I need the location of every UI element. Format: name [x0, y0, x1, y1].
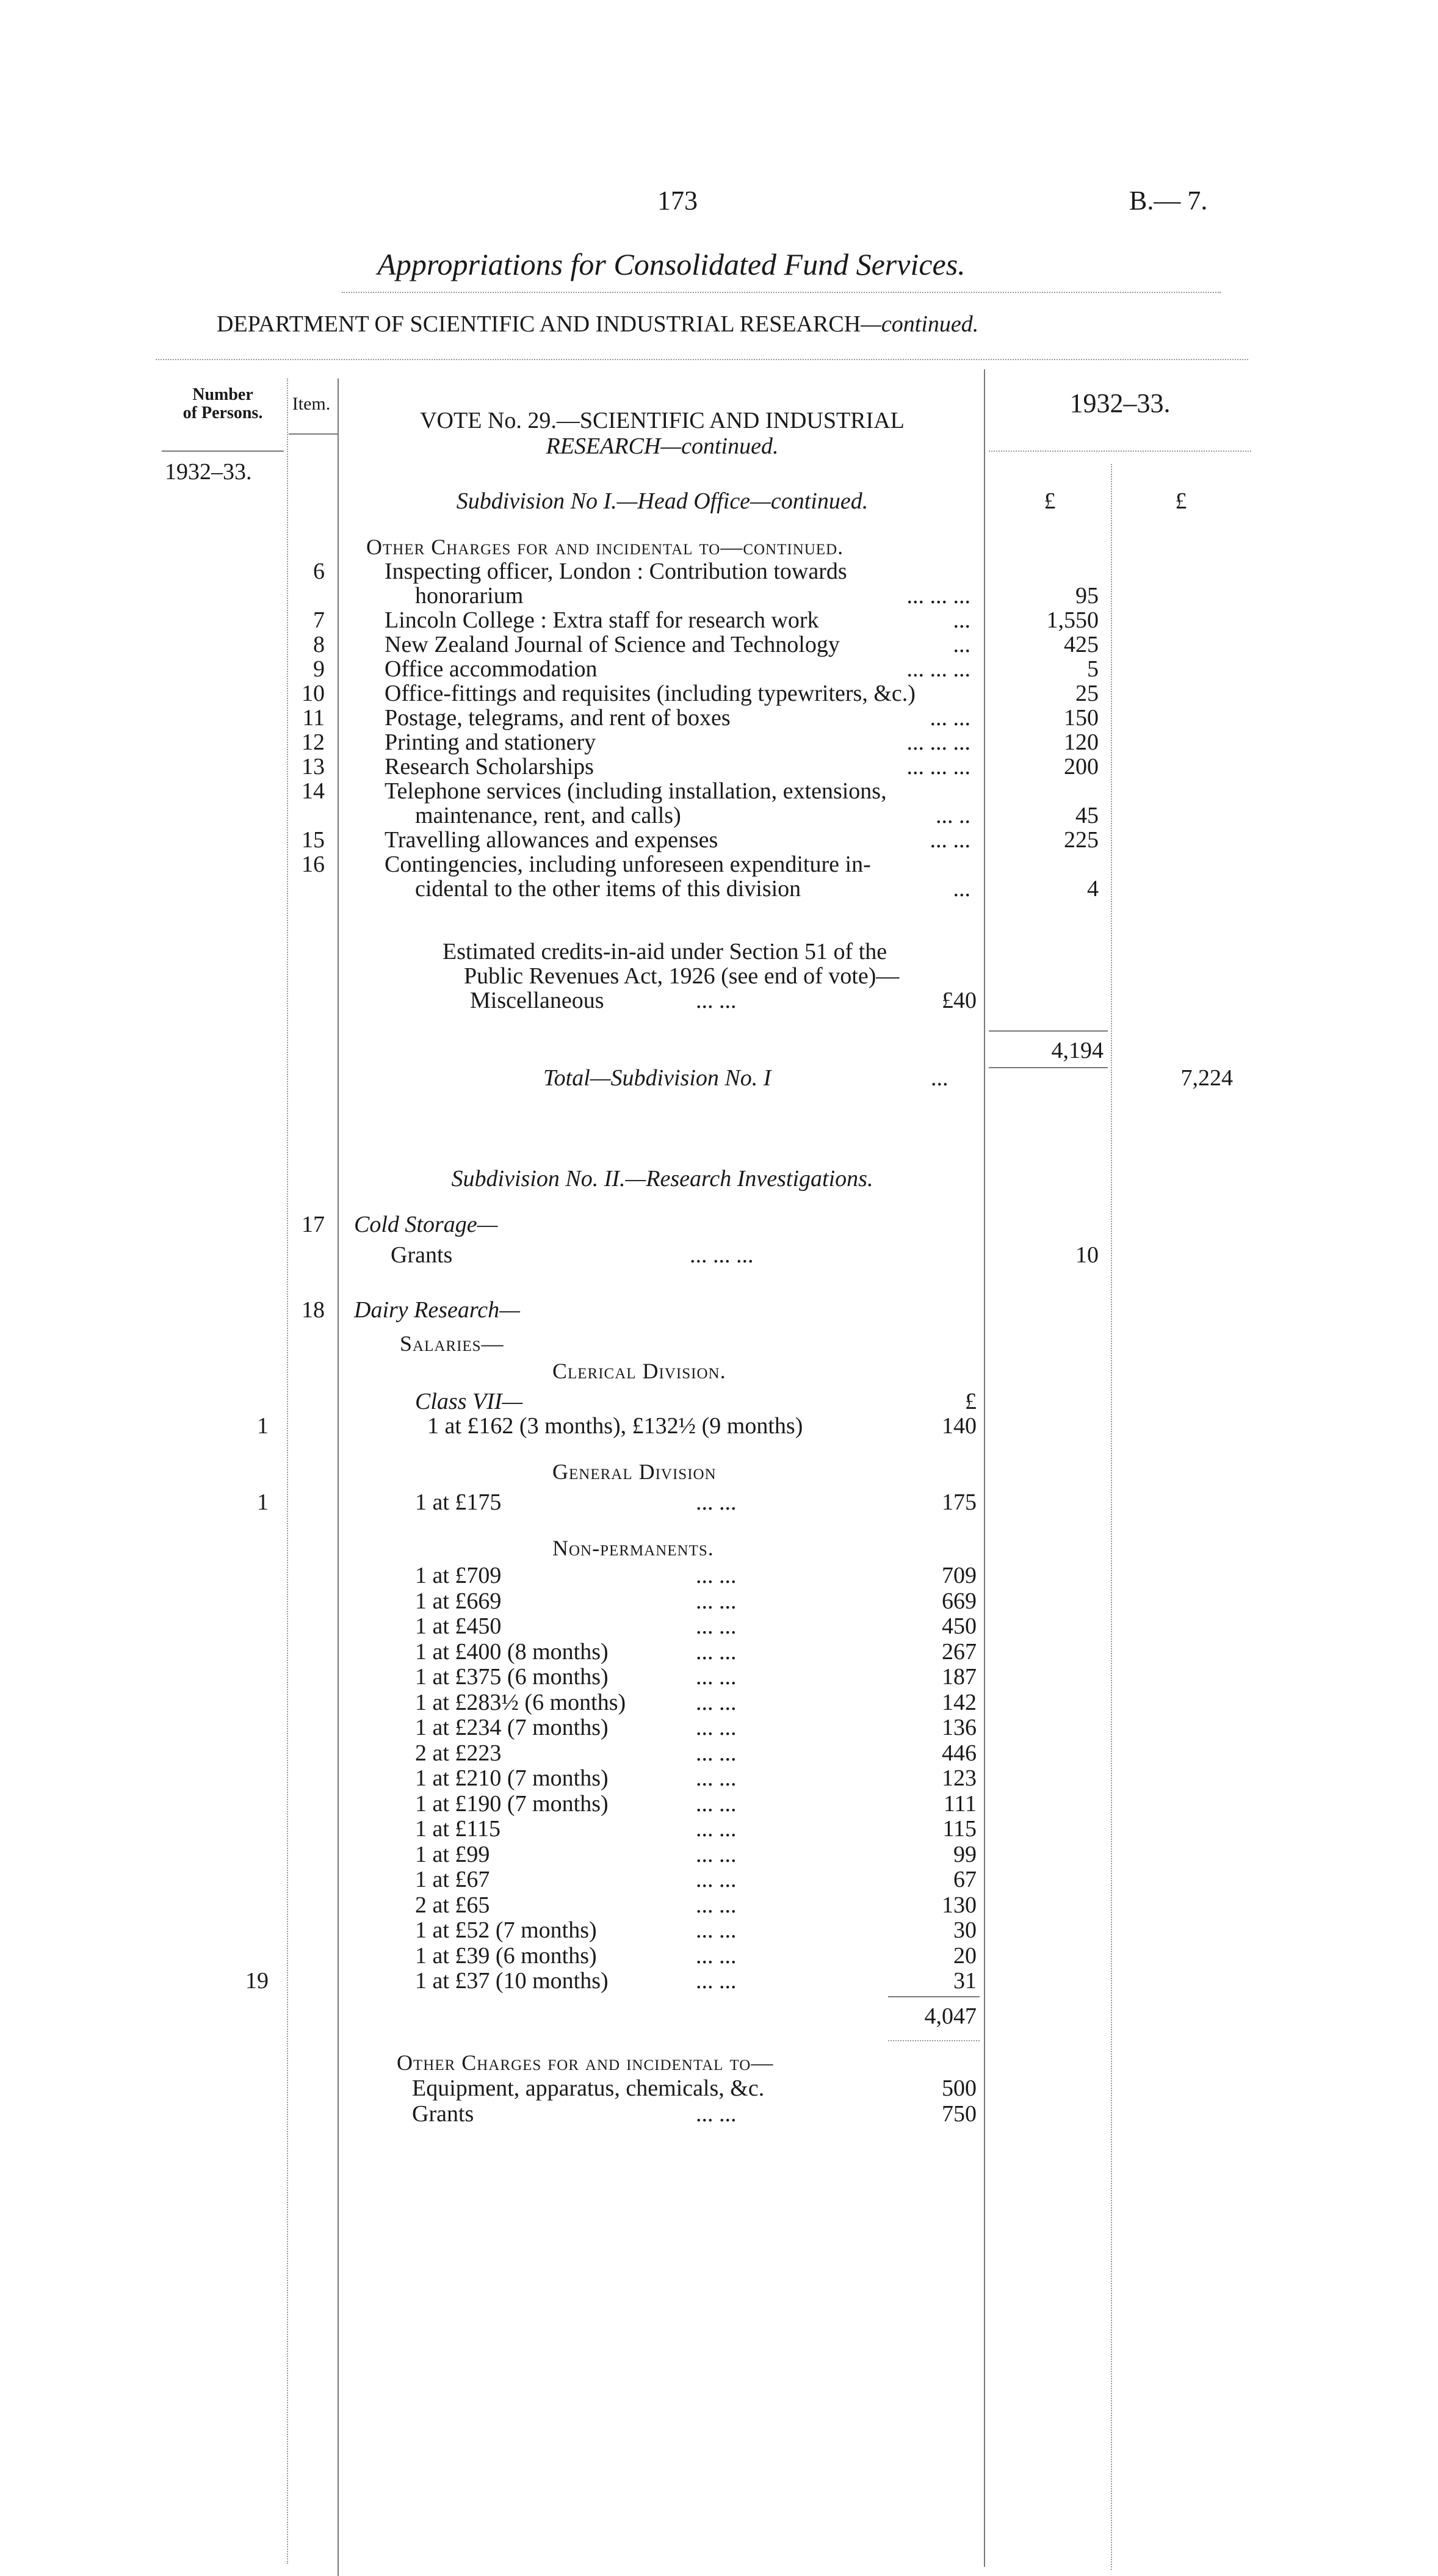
item-amount: 4 — [1087, 876, 1099, 902]
general-persons: 1 — [257, 1489, 269, 1515]
item-description: Postage, telegrams, and rent of boxes — [385, 705, 731, 731]
item-amount: 200 — [1064, 754, 1099, 780]
item-number-17: 17 — [302, 1212, 325, 1237]
item-description: Research Scholarships — [385, 754, 594, 780]
item-column-header: Item. — [292, 394, 331, 414]
vote-heading: VOTE No. 29.—SCIENTIFIC AND INDUSTRIAL RESEARCH—continued. — [420, 408, 905, 459]
non-permanent-line: 1 at £283½ (6 months) — [415, 1690, 626, 1715]
credits-amount: £40 — [942, 988, 977, 1013]
non-permanent-amount: 31 — [953, 1968, 977, 1994]
item-amount: 150 — [1064, 705, 1099, 731]
other-charges-heading: Other Charges for and incidental to—continued. — [366, 535, 844, 559]
dairy-research-title: Dairy Research— — [354, 1297, 520, 1323]
persons-column-header: Number of Persons. — [182, 385, 263, 422]
non-permanents-heading: Non-permanents. — [552, 1536, 714, 1560]
item-description: Lincoln College : Extra staff for research work — [385, 607, 819, 633]
item-description: Contingencies, including unforeseen expenditure in- — [385, 852, 871, 877]
item-leader-dots: ... .. — [936, 803, 970, 828]
cold-storage-grants: Grants — [391, 1242, 453, 1268]
item-number: 9 — [313, 656, 325, 682]
item-number: 8 — [313, 632, 325, 657]
other-charge-dots: ... ... — [696, 2101, 737, 2127]
page-title: Appropriations for Consolidated Fund Services. — [377, 247, 966, 281]
non-permanent-line: 1 at £709 — [415, 1563, 502, 1588]
item-description: Printing and stationery — [385, 729, 596, 755]
page-number: 173 — [657, 186, 698, 215]
department-heading: DEPARTMENT OF SCIENTIFIC AND INDUSTRIAL RESEARCH—continued. — [217, 311, 979, 337]
non-permanent-dots: ... ... — [696, 1690, 737, 1715]
item-leader-dots: ... ... — [930, 705, 970, 731]
non-permanent-dots: ... ... — [696, 1664, 737, 1690]
item-description: Travelling allowances and expenses — [385, 827, 718, 853]
pound-column-b: £ — [1175, 488, 1187, 514]
cold-storage-dots: ... ... ... — [690, 1242, 754, 1268]
credits-dots: ... ... — [696, 988, 737, 1013]
item-number: 13 — [302, 754, 325, 780]
credits-line-1: Estimated credits-in-aid under Section 51 of the — [443, 939, 887, 964]
non-permanent-dots: ... ... — [696, 1816, 737, 1842]
item-number: 15 — [302, 827, 325, 853]
credits-line-2: Public Revenues Act, 1926 (see end of vote)— — [464, 963, 900, 989]
subdivision-1-subtotal: 4,194 — [1051, 1038, 1104, 1063]
item-description-continued: cidental to the other items of this division — [415, 876, 801, 902]
salaries-heading: Salaries— — [400, 1331, 504, 1356]
item-description: Office accommodation — [385, 656, 598, 682]
non-permanent-line: 1 at £99 — [415, 1842, 490, 1867]
item-amount: 95 — [1075, 583, 1099, 609]
non-permanent-line: 1 at £375 (6 months) — [415, 1664, 609, 1690]
non-permanent-amount: 136 — [942, 1715, 977, 1740]
non-permanent-dots: ... ... — [696, 1563, 737, 1588]
total-dots: ... — [931, 1065, 948, 1091]
general-division-heading: General Division — [552, 1460, 717, 1484]
item-leader-dots: ... — [953, 632, 970, 657]
non-permanent-line: 1 at £67 — [415, 1867, 490, 1892]
item-leader-dots: ... ... ... — [906, 754, 970, 780]
year-persons-header: 1932–33. — [165, 459, 252, 485]
other-charges-heading-2: Other Charges for and incidental to— — [397, 2050, 774, 2075]
cold-storage-title: Cold Storage— — [354, 1212, 498, 1237]
general-dots: ... ... — [696, 1489, 737, 1515]
item-number: 12 — [302, 729, 325, 755]
document-code: B.— 7. — [1129, 186, 1208, 215]
non-permanent-dots: ... ... — [696, 1715, 737, 1740]
item-leader-dots: ... ... ... — [906, 656, 970, 682]
item-number: 14 — [302, 778, 325, 804]
non-permanent-line: 2 at £223 — [415, 1740, 502, 1766]
clerical-division-heading: Clerical Division. — [552, 1359, 726, 1383]
non-permanent-line: 1 at £450 — [415, 1613, 502, 1639]
subdivision-1-total: 7,224 — [1180, 1065, 1233, 1091]
item-number: 7 — [313, 607, 325, 633]
item-number: 16 — [302, 852, 325, 877]
non-permanent-dots: ... ... — [696, 1588, 737, 1614]
non-permanent-amount: 669 — [942, 1588, 977, 1614]
item-number-18: 18 — [302, 1297, 325, 1323]
item-leader-dots: ... ... ... — [906, 729, 970, 755]
total-subdivision-1-label: Total—Subdivision No. I — [543, 1065, 771, 1091]
non-permanent-dots: ... ... — [696, 1917, 737, 1943]
non-permanent-persons: 19 — [245, 1968, 269, 1994]
pound-column-a: £ — [1044, 488, 1056, 514]
non-permanent-dots: ... ... — [696, 1639, 737, 1665]
non-permanent-amount: 20 — [953, 1943, 977, 1969]
non-permanent-dots: ... ... — [696, 1613, 737, 1639]
non-permanent-line: 2 at £65 — [415, 1892, 490, 1918]
non-permanent-amount: 130 — [942, 1892, 977, 1918]
non-permanent-amount: 446 — [942, 1740, 977, 1766]
non-permanent-amount: 67 — [953, 1867, 977, 1892]
non-permanent-dots: ... ... — [696, 1791, 737, 1817]
item-description: Telephone services (including installation, extensions, — [385, 778, 887, 804]
non-permanent-dots: ... ... — [696, 1867, 737, 1892]
non-permanent-line: 1 at £37 (10 months) — [415, 1968, 609, 1994]
non-permanent-dots: ... ... — [696, 1765, 737, 1791]
non-permanent-amount: 142 — [942, 1690, 977, 1715]
non-permanent-line: 1 at £52 (7 months) — [415, 1917, 597, 1943]
cold-storage-amount: 10 — [1075, 1242, 1099, 1268]
item-leader-dots: ... — [953, 607, 970, 633]
non-permanent-amount: 99 — [953, 1842, 977, 1867]
year-column-header: 1932–33. — [1069, 388, 1171, 418]
non-permanent-line: 1 at £39 (6 months) — [415, 1943, 597, 1969]
other-charge-amount: 750 — [942, 2101, 977, 2127]
non-permanent-line: 1 at £234 (7 months) — [415, 1715, 609, 1740]
salaries-pound: £ — [965, 1389, 977, 1414]
clerical-persons: 1 — [257, 1413, 269, 1439]
credits-line-3: Miscellaneous — [470, 988, 604, 1013]
non-permanent-line: 1 at £210 (7 months) — [415, 1765, 609, 1791]
item-amount: 225 — [1064, 827, 1099, 853]
item-leader-dots: ... ... ... — [906, 583, 970, 609]
non-permanent-amount: 123 — [942, 1765, 977, 1791]
item-description: Inspecting officer, London : Contribution towards — [385, 559, 847, 584]
non-permanent-dots: ... ... — [696, 1943, 737, 1969]
item-amount: 120 — [1064, 729, 1099, 755]
non-permanent-dots: ... ... — [696, 1842, 737, 1867]
non-permanent-dots: ... ... — [696, 1968, 737, 1994]
non-permanent-amount: 187 — [942, 1664, 977, 1690]
general-amount: 175 — [942, 1489, 977, 1515]
non-permanent-line: 1 at £400 (8 months) — [415, 1639, 609, 1665]
non-permanent-amount: 115 — [942, 1816, 977, 1842]
item-description-continued: maintenance, rent, and calls) — [415, 803, 681, 828]
subdivision-2-heading: Subdivision No. II.—Research Investigations. — [451, 1166, 873, 1192]
other-charge-amount: 500 — [942, 2075, 977, 2101]
clerical-salary-line: 1 at £162 (3 months), £132½ (9 months) — [427, 1413, 803, 1439]
item-description: New Zealand Journal of Science and Technology — [385, 632, 840, 657]
item-number: 11 — [302, 705, 325, 731]
item-amount: 5 — [1087, 656, 1099, 682]
salaries-total: 4,047 — [924, 2003, 977, 2029]
non-permanent-amount: 30 — [953, 1917, 977, 1943]
non-permanent-amount: 450 — [942, 1613, 977, 1639]
non-permanent-line: 1 at £190 (7 months) — [415, 1791, 609, 1817]
clerical-amount: 140 — [942, 1413, 977, 1439]
general-salary-line: 1 at £175 — [415, 1489, 502, 1515]
non-permanent-amount: 111 — [943, 1791, 977, 1817]
non-permanent-amount: 709 — [942, 1563, 977, 1588]
item-amount: 25 — [1075, 681, 1099, 706]
item-description-continued: honorarium — [415, 583, 524, 609]
subdivision-1-heading: Subdivision No I.—Head Office—continued. — [456, 488, 869, 514]
item-amount: 1,550 — [1046, 607, 1099, 633]
non-permanent-dots: ... ... — [696, 1740, 737, 1766]
item-leader-dots: ... ... — [930, 827, 970, 853]
other-charge-line: Grants — [412, 2101, 474, 2127]
item-amount: 45 — [1075, 803, 1099, 828]
item-number: 10 — [302, 681, 325, 706]
item-leader-dots: ... — [953, 876, 970, 902]
non-permanent-line: 1 at £669 — [415, 1588, 502, 1614]
non-permanent-amount: 267 — [942, 1639, 977, 1665]
item-number: 6 — [313, 559, 325, 584]
class-vii-heading: Class VII— — [415, 1389, 523, 1414]
non-permanent-line: 1 at £115 — [415, 1816, 501, 1842]
item-description: Office-fittings and requisites (including typewriters, &c.) — [385, 681, 916, 706]
non-permanent-dots: ... ... — [696, 1892, 737, 1918]
item-amount: 425 — [1064, 632, 1099, 657]
other-charge-line: Equipment, apparatus, chemicals, &c. — [412, 2075, 765, 2101]
